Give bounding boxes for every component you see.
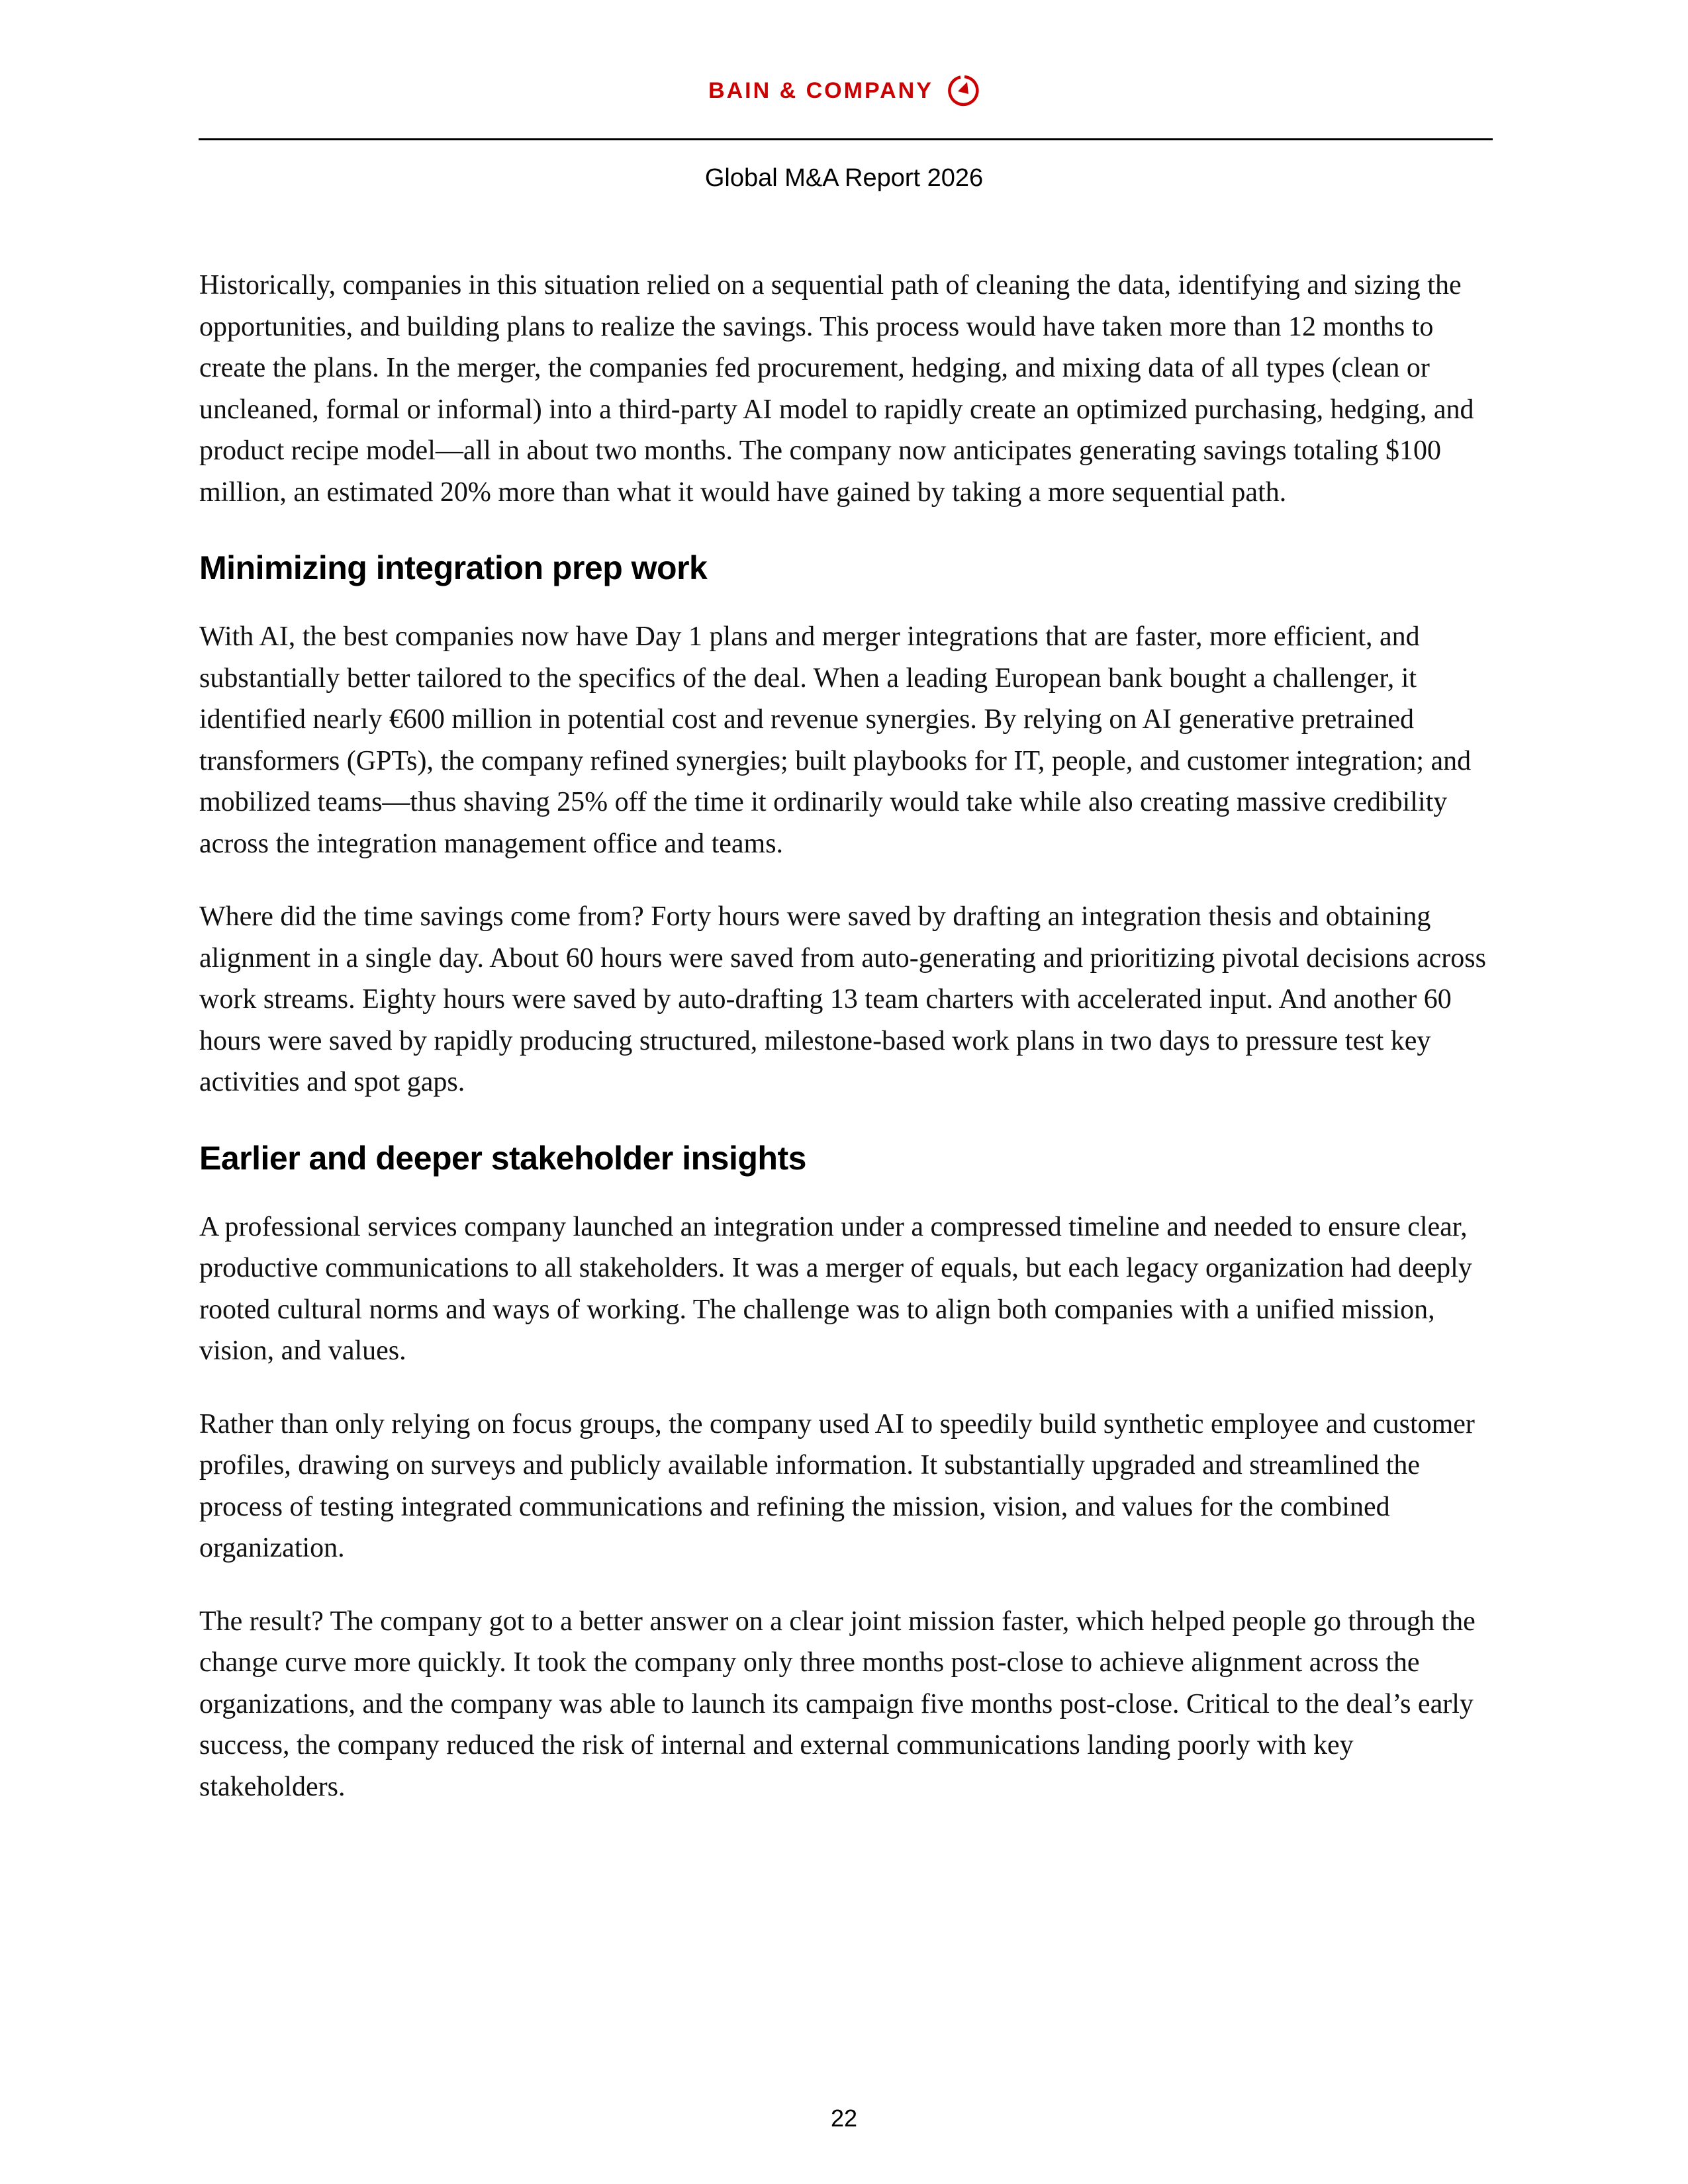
page-number: 22 [830,2105,858,2132]
paragraph: Rather than only relying on focus groups, the company used AI to speedily build synthetic employee and customer profiles, drawing on surveys and publicly available information. It substantially upgraded and streamlined the process of testing integrated communications and refining the mission, vision, and values for the combined organization. [199,1408,1475,1563]
paragraph: Historically, companies in this situation relied on a sequential path of cleaning the data, identifying and sizing the opportunities, and building plans to realize the savings. This process would have taken more than 12 months to create the plans. In the merger, the companies fed procurement, hedging, and mixing data of all types (clean or uncleaned, formal or informal) into a third-party AI model to rapidly create an optimized purchasing, hedging, and product recipe model—all in about two months. The company now anticipates generating savings totaling $100 million, an estimated 20% more than what it would have gained by taking a more sequential path. [199,270,1474,508]
paragraph: Where did the time savings come from? Forty hours were saved by drafting an integration thesis and obtaining alignment in a single day. About 60 hours were saved from auto-generating and prioritizing pivotal decisions across work streams. Eighty hours were saved by auto-drafting 13 team charters with accelerated input. And another 60 hours were saved by rapidly producing structured, milestone-based work plans in two days to pressure test key activities and spot gaps. [199,901,1486,1097]
section-heading: Earlier and deeper stakeholder insights [199,1139,806,1177]
intro-section [199,265,1497,513]
header-divider [199,138,1493,140]
bain-logo-icon [947,74,980,107]
section-integration-prep [199,545,1497,1103]
brand-logo [0,74,1688,107]
section-heading: Minimizing integration prep work [199,549,708,586]
section-stakeholder-insights [199,1135,1497,1808]
brand-name: BAIN & COMPANY [708,77,933,103]
paragraph: With AI, the best companies now have Day 1 plans and merger integrations that are faster, more efficient, and substantially better tailored to the specifics of the deal. When a leading European bank bought a challenger, it identified nearly €600 million in potential cost and revenue synergies. By relying on AI generative pretrained transformers (GPTs), the company refined synergies; built playbooks for IT, people, and customer integration; and mobilized teams—thus shaving 25% off the time it ordinarily would take while also creating massive credibility across the integration management office and teams. [199,621,1472,859]
article-body [199,265,1497,1839]
paragraph: A professional services company launched an integration under a compressed timeline and needed to ensure clear, productive communications to all stakeholders. It was a merger of equals, but each legacy organization had deeply rooted cultural norms and ways of working. The challenge was to align both companies with a unified mission, vision, and values. [199,1211,1472,1366]
report-title: Global M&A Report 2026 [704,164,984,192]
paragraph: The result? The company got to a better answer on a clear joint mission faster, which helped people go through the change curve more quickly. It took the company only three months post-close to achieve alignment across the organizations, and the company was able to launch its campaign five months post-close. Critical to the deal’s early success, the company reduced the risk of internal and external communications landing poorly with key stakeholders. [199,1606,1476,1802]
